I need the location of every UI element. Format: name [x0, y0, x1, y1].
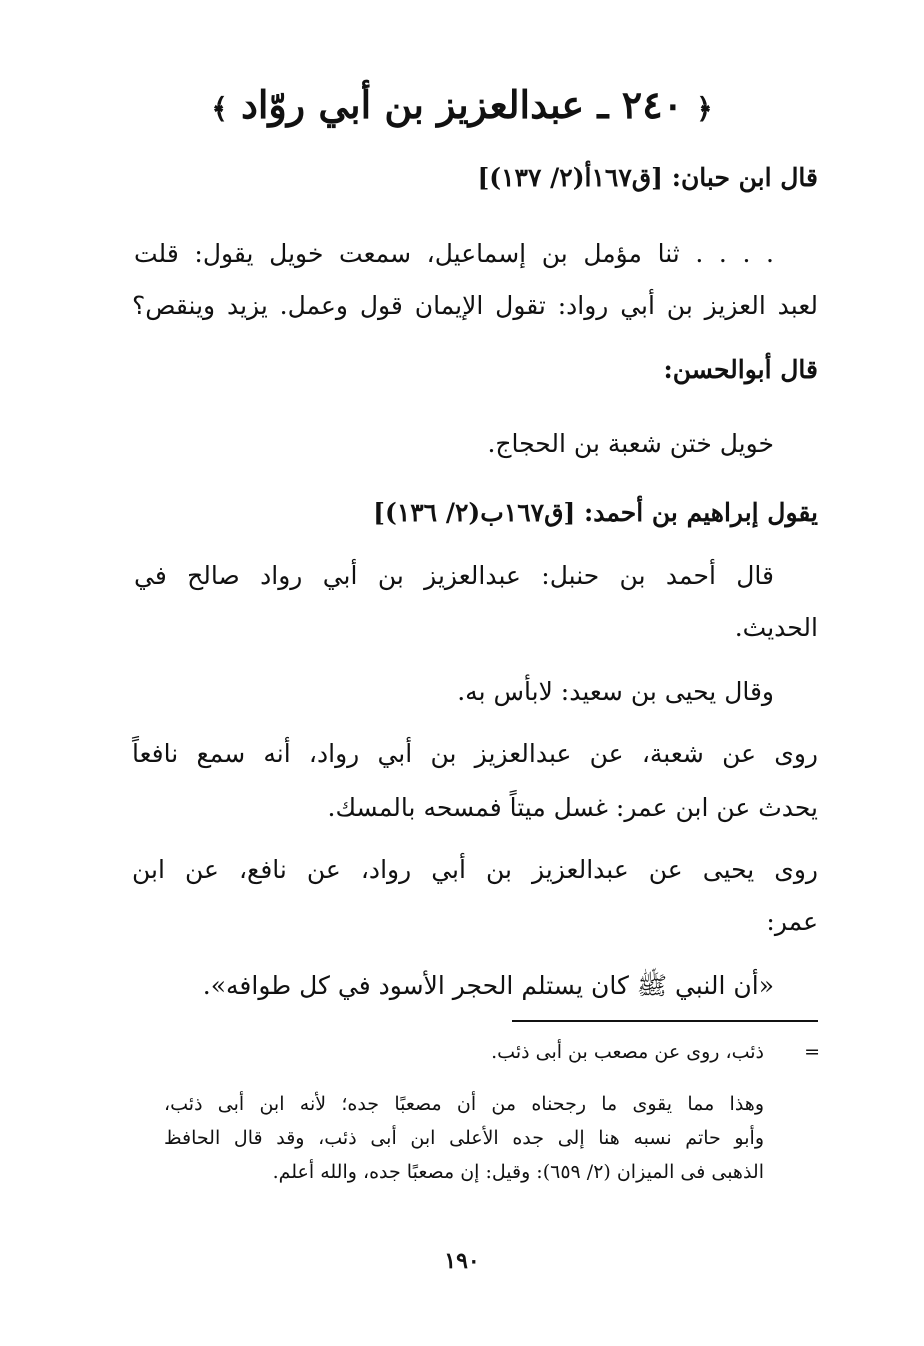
ibrahim-heading: يقول إبراهيم بن أحمد: [ق١٦٧ب(٢/ ١٣٦)]: [373, 498, 818, 527]
footnote-line: وأبو حاتم نسبه هنا إلى جده الأعلى ابن أبى ذئب، وقد قال الحافظ: [164, 1127, 764, 1149]
footnote-continuation-marker: =: [804, 1041, 820, 1063]
paragraph-line: الحديث.: [734, 613, 818, 642]
ornament-left: ﴾: [211, 92, 228, 125]
entry-title-text: ٢٤٠ ـ عبدالعزيز بن أبي روّاد: [240, 82, 684, 127]
paragraph-line: وقال يحيى بن سعيد: لابأس به.: [457, 677, 774, 706]
paragraph-line: . . . . ثنا مؤمل بن إسماعيل، سمعت خويل يقول: قلت: [134, 239, 774, 268]
page-number: ١٩٠: [444, 1248, 480, 1274]
paragraph-line: قال أحمد بن حنبل: عبدالعزيز بن أبي رواد صالح في: [134, 561, 774, 590]
entry-title: [0, 78, 924, 136]
footnote-line: الذهبى فى الميزان (٢/ ٦٥٩): وقيل: إن مصعبًا جده، والله أعلم.: [272, 1161, 764, 1183]
footnote-separator: [512, 1020, 818, 1022]
abul-hasan-heading: قال أبوالحسن:: [663, 355, 818, 384]
paragraph-line: عمر:: [766, 907, 818, 936]
paragraph-line: خويل ختن شعبة بن الحجاج.: [487, 429, 774, 458]
footnote-line: وهذا مما يقوى ما رجحناه من أن مصعبًا جده؛ لأنه ابن أبى ذئب،: [164, 1093, 764, 1115]
hadith-quote: «أن النبي ﷺ كان يستلم الحجر الأسود في كل طوافه».: [202, 971, 774, 1000]
footnote-line: ذئب، روى عن مصعب بن أبى ذئب.: [491, 1041, 764, 1063]
paragraph-line: روى عن شعبة، عن عبدالعزيز بن أبي رواد، أنه سمع نافعاً: [132, 739, 818, 768]
ornament-right: ﴿: [696, 92, 713, 125]
paragraph-line: يحدث عن ابن عمر: غسل ميتاً فمسحه بالمسك.: [327, 793, 818, 822]
paragraph-line: لعبد العزيز بن أبي رواد: تقول الإيمان قول وعمل. يزيد وينقص؟: [132, 291, 818, 320]
paragraph-line: روى يحيى عن عبدالعزيز بن أبي رواد، عن نافع، عن ابن: [132, 855, 818, 884]
ibn-hibban-heading: قال ابن حبان: [ق١٦٧أ(٢/ ١٣٧)]: [477, 163, 818, 192]
